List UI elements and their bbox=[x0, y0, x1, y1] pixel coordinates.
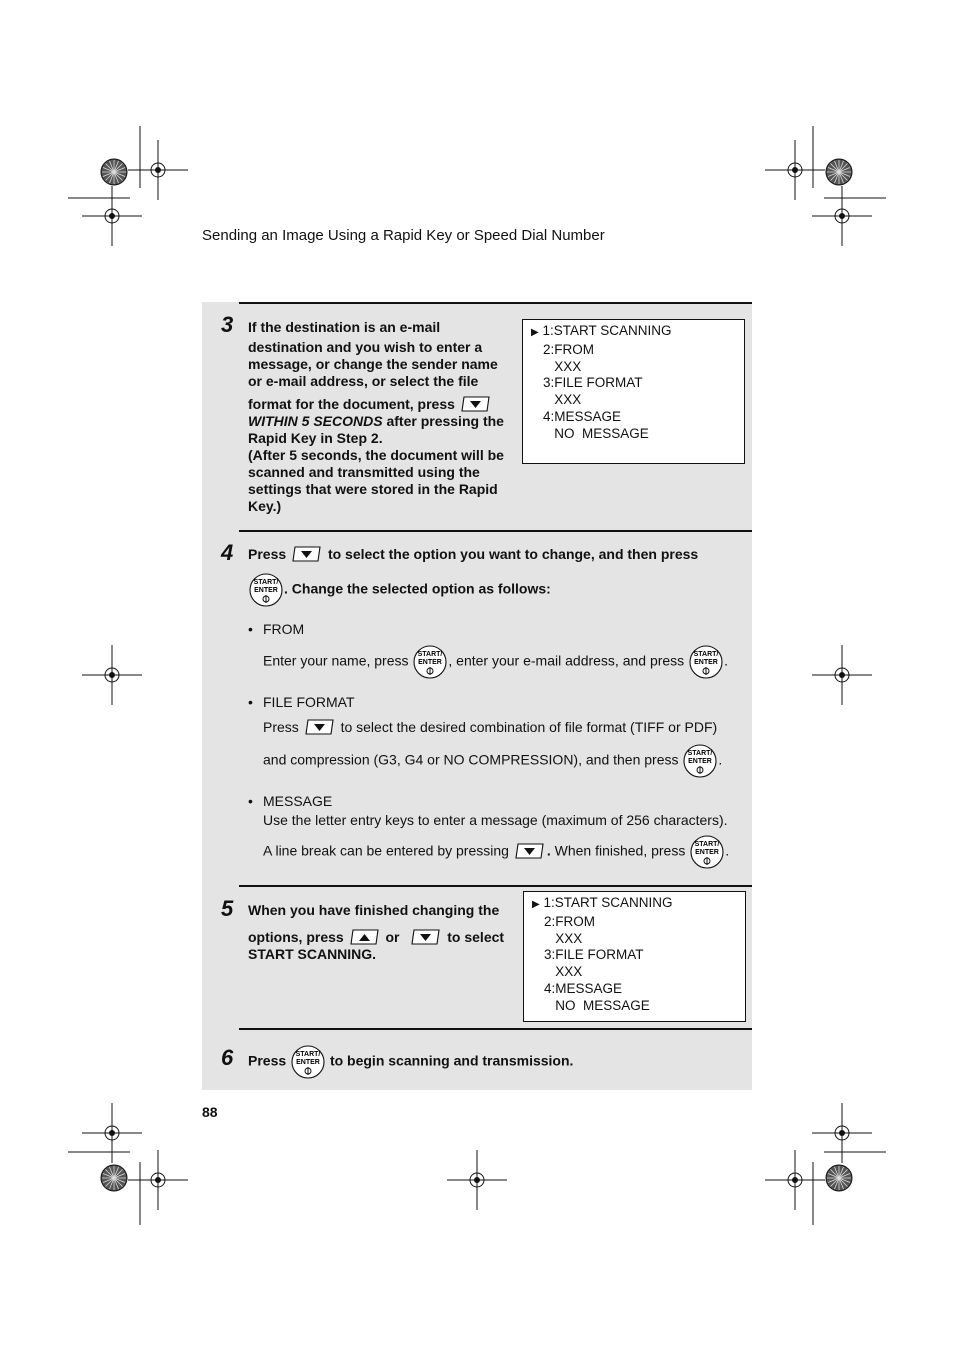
bullet: • bbox=[248, 694, 253, 710]
cursor-marker-icon: ▶ bbox=[531, 327, 539, 338]
text: . bbox=[724, 652, 728, 669]
key-label: ENTER bbox=[254, 587, 278, 594]
page-header: Sending an Image Using a Rapid Key or Speed Dial Number bbox=[202, 227, 605, 244]
from-instruction bbox=[263, 645, 728, 679]
down-arrow-key-icon bbox=[461, 396, 491, 412]
text: Press bbox=[248, 1052, 287, 1069]
lcd-display bbox=[523, 891, 746, 1022]
text: or bbox=[385, 929, 400, 945]
text-line: scanned and transmitted using the bbox=[248, 464, 480, 480]
text-line: If the destination is an e-mail bbox=[248, 319, 441, 335]
key-label: START/ bbox=[688, 750, 713, 757]
text: options, press bbox=[248, 929, 344, 945]
lcd-display bbox=[522, 319, 745, 464]
key-label: ENTER bbox=[695, 849, 720, 856]
display-line bbox=[531, 323, 744, 342]
text: . bbox=[725, 842, 730, 859]
start-enter-key-icon bbox=[689, 835, 725, 869]
display-line: XXX bbox=[543, 392, 582, 408]
text: and compression (G3, G4 or NO COMPRESSION), and then press bbox=[263, 751, 679, 768]
up-arrow-key-icon bbox=[350, 929, 380, 945]
divider bbox=[239, 530, 752, 532]
option-title: FILE FORMAT bbox=[263, 694, 355, 710]
divider bbox=[239, 302, 752, 304]
display-line bbox=[532, 895, 745, 914]
display-line: NO MESSAGE bbox=[543, 425, 649, 441]
key-label: START/ bbox=[694, 841, 720, 848]
bullet: • bbox=[248, 793, 253, 809]
display-text: 1:START SCANNING bbox=[542, 323, 672, 338]
display-line: XXX bbox=[544, 930, 583, 946]
emphasis-text: WITHIN 5 SECONDS bbox=[248, 413, 383, 429]
down-arrow-key-icon bbox=[305, 719, 335, 735]
step4-intro-line1 bbox=[248, 546, 698, 563]
display-line: 4:MESSAGE bbox=[544, 980, 623, 996]
key-label: ENTER bbox=[418, 659, 443, 666]
key-label: START/ bbox=[295, 1051, 321, 1058]
page-number: 88 bbox=[202, 1104, 218, 1120]
down-arrow-key-icon bbox=[411, 929, 441, 945]
key-label: ENTER bbox=[688, 758, 713, 765]
step-number: 3 bbox=[221, 312, 234, 337]
text-line: or e-mail address, or select the file bbox=[248, 373, 479, 389]
text: Enter your name, press bbox=[263, 652, 409, 669]
divider bbox=[239, 885, 752, 887]
key-label: START/ bbox=[693, 651, 719, 658]
option-title: FROM bbox=[263, 621, 305, 637]
file-format-instruction-line2 bbox=[263, 744, 722, 778]
start-enter-key-icon bbox=[290, 1045, 326, 1079]
text-line bbox=[248, 413, 504, 430]
text: . bbox=[546, 842, 551, 859]
text-line: destination and you wish to enter a bbox=[248, 339, 483, 355]
message-instruction-line1: Use the letter entry keys to enter a message (maximum of 256 characters). bbox=[263, 812, 728, 828]
step-number: 6 bbox=[221, 1045, 234, 1070]
text: format for the document, press bbox=[248, 396, 455, 412]
text: , enter your e-mail address, and press bbox=[448, 652, 685, 669]
text: to select bbox=[447, 929, 505, 945]
display-line: 4:MESSAGE bbox=[543, 408, 622, 424]
text: to select the option you want to change, and then press bbox=[327, 546, 699, 562]
display-line: XXX bbox=[543, 358, 582, 374]
text: . Change the selected option as follows: bbox=[284, 580, 551, 597]
display-line: 3:FILE FORMAT bbox=[543, 375, 643, 391]
down-arrow-key-icon bbox=[292, 546, 322, 562]
display-line: 2:FROM bbox=[544, 913, 596, 929]
text-line: message, or change the sender name bbox=[248, 356, 498, 372]
start-enter-key-icon bbox=[412, 645, 448, 679]
text: A line break can be entered by pressing bbox=[263, 842, 509, 859]
step5-line2 bbox=[248, 929, 504, 946]
text-line: Rapid Key in Step 2. bbox=[248, 430, 383, 446]
cursor-marker-icon: ▶ bbox=[532, 899, 540, 910]
divider bbox=[239, 1028, 752, 1030]
text-line bbox=[248, 396, 504, 413]
file-format-instruction-line1 bbox=[263, 719, 717, 736]
display-line: 2:FROM bbox=[543, 341, 595, 357]
step3-text bbox=[248, 319, 504, 515]
start-enter-key-icon bbox=[688, 645, 724, 679]
text-line: settings that were stored in the Rapid bbox=[248, 481, 498, 497]
display-text: 1:START SCANNING bbox=[543, 895, 673, 910]
start-enter-key-icon bbox=[682, 744, 718, 778]
text: Press bbox=[248, 546, 287, 562]
text: to begin scanning and transmission. bbox=[329, 1052, 574, 1069]
text-line: (After 5 seconds, the document will be bbox=[248, 447, 504, 463]
key-label: ENTER bbox=[296, 1059, 320, 1066]
text: after pressing the bbox=[382, 413, 504, 429]
start-enter-key-icon bbox=[248, 573, 284, 607]
down-arrow-key-icon bbox=[515, 843, 545, 859]
bullet: • bbox=[248, 621, 253, 637]
key-label: START/ bbox=[253, 579, 279, 586]
text: When finished, press bbox=[550, 842, 686, 859]
text: . bbox=[718, 751, 723, 768]
option-title: MESSAGE bbox=[263, 793, 333, 809]
step-number: 4 bbox=[221, 540, 234, 565]
text: to select the desired combination of file format (TIFF or PDF) bbox=[340, 719, 718, 735]
step-number: 5 bbox=[221, 896, 234, 921]
key-label: START/ bbox=[418, 651, 443, 658]
step6-line bbox=[248, 1045, 573, 1079]
display-line: 3:FILE FORMAT bbox=[544, 947, 644, 963]
text: Press bbox=[263, 719, 299, 735]
display-line: NO MESSAGE bbox=[544, 997, 650, 1013]
step5-line1: When you have finished changing the bbox=[248, 902, 500, 918]
step5-line3: START SCANNING. bbox=[248, 946, 377, 962]
message-instruction-line2 bbox=[263, 835, 729, 869]
display-line: XXX bbox=[544, 964, 583, 980]
key-label: ENTER bbox=[694, 659, 718, 666]
text-line: Key.) bbox=[248, 498, 282, 514]
step4-intro-line2 bbox=[248, 573, 551, 607]
